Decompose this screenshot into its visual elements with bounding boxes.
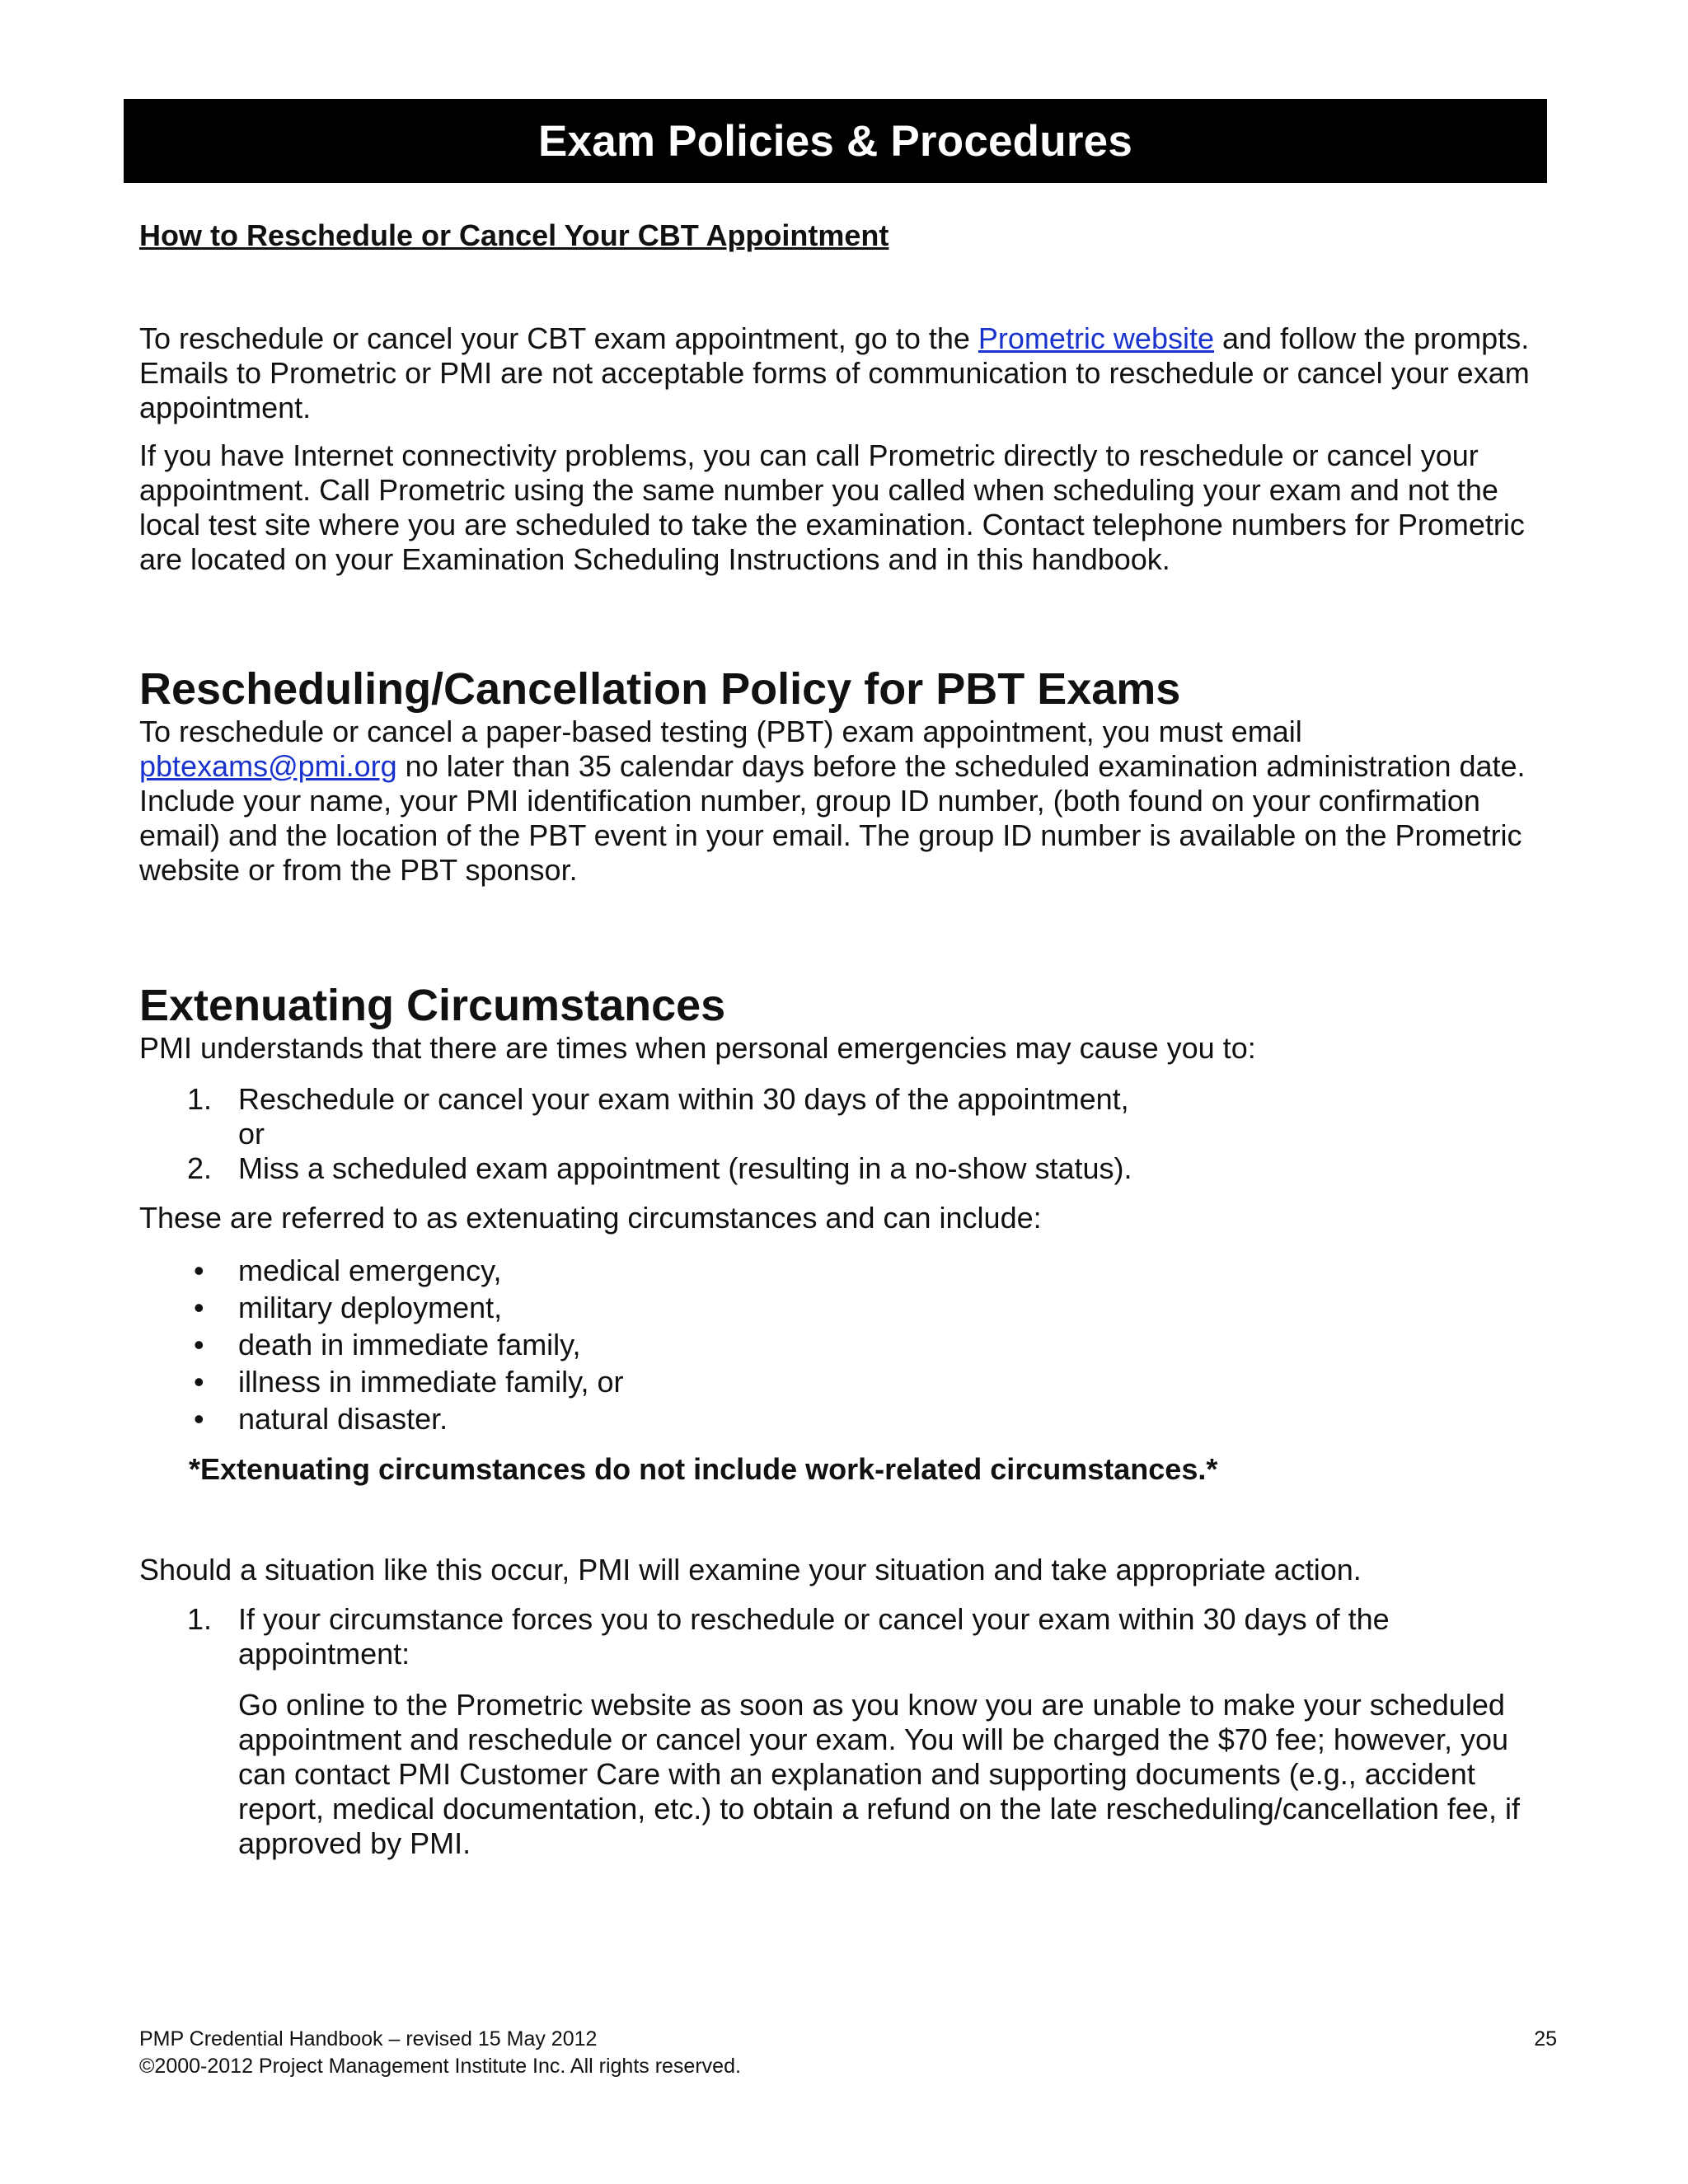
list-number: 1. — [187, 1602, 213, 1636]
action-numbered-list — [139, 1602, 1557, 1671]
pbt-section — [139, 663, 1557, 888]
footer-copyright: ©2000-2012 Project Management Institute Inc. All rights reserved. — [139, 2055, 741, 2078]
bullet-icon: • — [194, 1291, 204, 1324]
list-item-text: Miss a scheduled exam appointment (resulting in a no-show status). — [238, 1151, 1132, 1185]
page-number: 25 — [1534, 2027, 1557, 2050]
cbt-paragraph-2: If you have Internet connectivity problems, you can call Prometric directly to reschedule or cancel your appointment. Call Prometric using the same number you called when scheduling your exam and not the local test site where you are scheduled to take the examination. Contact telephone numbers for Prometric are located on your Examination Scheduling Instructions and in this handbook. — [139, 438, 1525, 576]
cbt-paragraph-1-text-end: and follow the prompts. Emails to Prometric or PMI are not acceptable forms of communication to reschedule or cancel your exam appointment. — [139, 321, 1530, 424]
list-item — [139, 1289, 1557, 1326]
cbt-section-body — [139, 321, 1557, 577]
list-item-text: military deployment, — [238, 1291, 503, 1324]
page-title: Exam Policies & Procedures — [537, 116, 1133, 166]
list-item — [139, 1082, 1557, 1151]
pbt-paragraph-text-end: no later than 35 calendar days before the scheduled examination administration date. Include your name, your PMI identification number, group ID number, (both found on your confirmation email) and the location of the PBT event in your email. The group ID number is available on the Prometric website or from the PBT sponsor. — [139, 749, 1526, 887]
extenuating-section — [139, 980, 1557, 1861]
situation-paragraph: Should a situation like this occur, PMI will examine your situation and take appropriate action. — [139, 1553, 1362, 1586]
extenuating-intro: PMI understands that there are times when personal emergencies may cause you to: — [139, 1031, 1256, 1065]
pbt-paragraph — [139, 715, 1557, 888]
list-item — [139, 1151, 1557, 1186]
list-item — [139, 1252, 1557, 1289]
footer-handbook-revision: PMP Credential Handbook – revised 15 May 2012 — [139, 2027, 598, 2050]
extenuating-note: *Extenuating circumstances do not include work-related circumstances.* — [189, 1452, 1218, 1486]
list-number: 1. — [187, 1082, 213, 1116]
pbt-section-heading: Rescheduling/Cancellation Policy for PBT Exams — [139, 664, 1181, 714]
action-detail-paragraph: Go online to the Prometric website as soon as you know you are unable to make your scheduled appointment and reschedule or cancel your exam. You will be charged the $70 fee; however, you can contact PMI Customer Care with an explanation and supporting documents (e.g., accident report, medical documentation, etc.) to obtain a refund on the late rescheduling/cancellation fee, if approved by PMI. — [238, 1688, 1520, 1860]
list-item-text: medical emergency, — [238, 1254, 502, 1287]
bullet-icon: • — [194, 1328, 204, 1361]
cbt-paragraph-1-text-start: To reschedule or cancel your CBT exam appointment, go to the — [139, 321, 978, 355]
list-item — [139, 1400, 1557, 1437]
list-item — [139, 1363, 1557, 1400]
list-item-text: Reschedule or cancel your exam within 30 days of the appointment, — [238, 1082, 1129, 1116]
list-item-text: If your circumstance forces you to reschedule or cancel your exam within 30 days of the appointment: — [238, 1602, 1390, 1671]
pbtexams-email-link[interactable]: pbtexams@pmi.org — [139, 749, 397, 783]
extenuating-section-heading: Extenuating Circumstances — [139, 981, 726, 1030]
list-item — [139, 1602, 1557, 1671]
bullet-icon: • — [194, 1402, 204, 1436]
bullet-icon: • — [194, 1254, 204, 1287]
list-item-text: illness in immediate family, or — [238, 1365, 624, 1399]
extenuating-referred: These are referred to as extenuating circumstances and can include: — [139, 1201, 1042, 1235]
cbt-section-heading: How to Reschedule or Cancel Your CBT Appointment — [139, 218, 889, 252]
page-title-banner — [124, 99, 1547, 183]
list-item-text: natural disaster. — [238, 1402, 448, 1436]
list-item — [139, 1326, 1557, 1363]
extenuating-bullet-list — [139, 1252, 1557, 1437]
list-number: 2. — [187, 1151, 213, 1185]
pbt-paragraph-text-start: To reschedule or cancel a paper-based testing (PBT) exam appointment, you must email — [139, 715, 1302, 748]
bullet-icon: • — [194, 1365, 204, 1399]
prometric-website-link[interactable]: Prometric website — [978, 321, 1214, 355]
extenuating-numbered-list — [139, 1082, 1557, 1186]
list-item-text: death in immediate family, — [238, 1328, 581, 1361]
page-footer — [139, 2026, 1557, 2080]
list-item-text-continuation: or — [238, 1117, 265, 1151]
cbt-paragraph-1 — [139, 321, 1557, 425]
